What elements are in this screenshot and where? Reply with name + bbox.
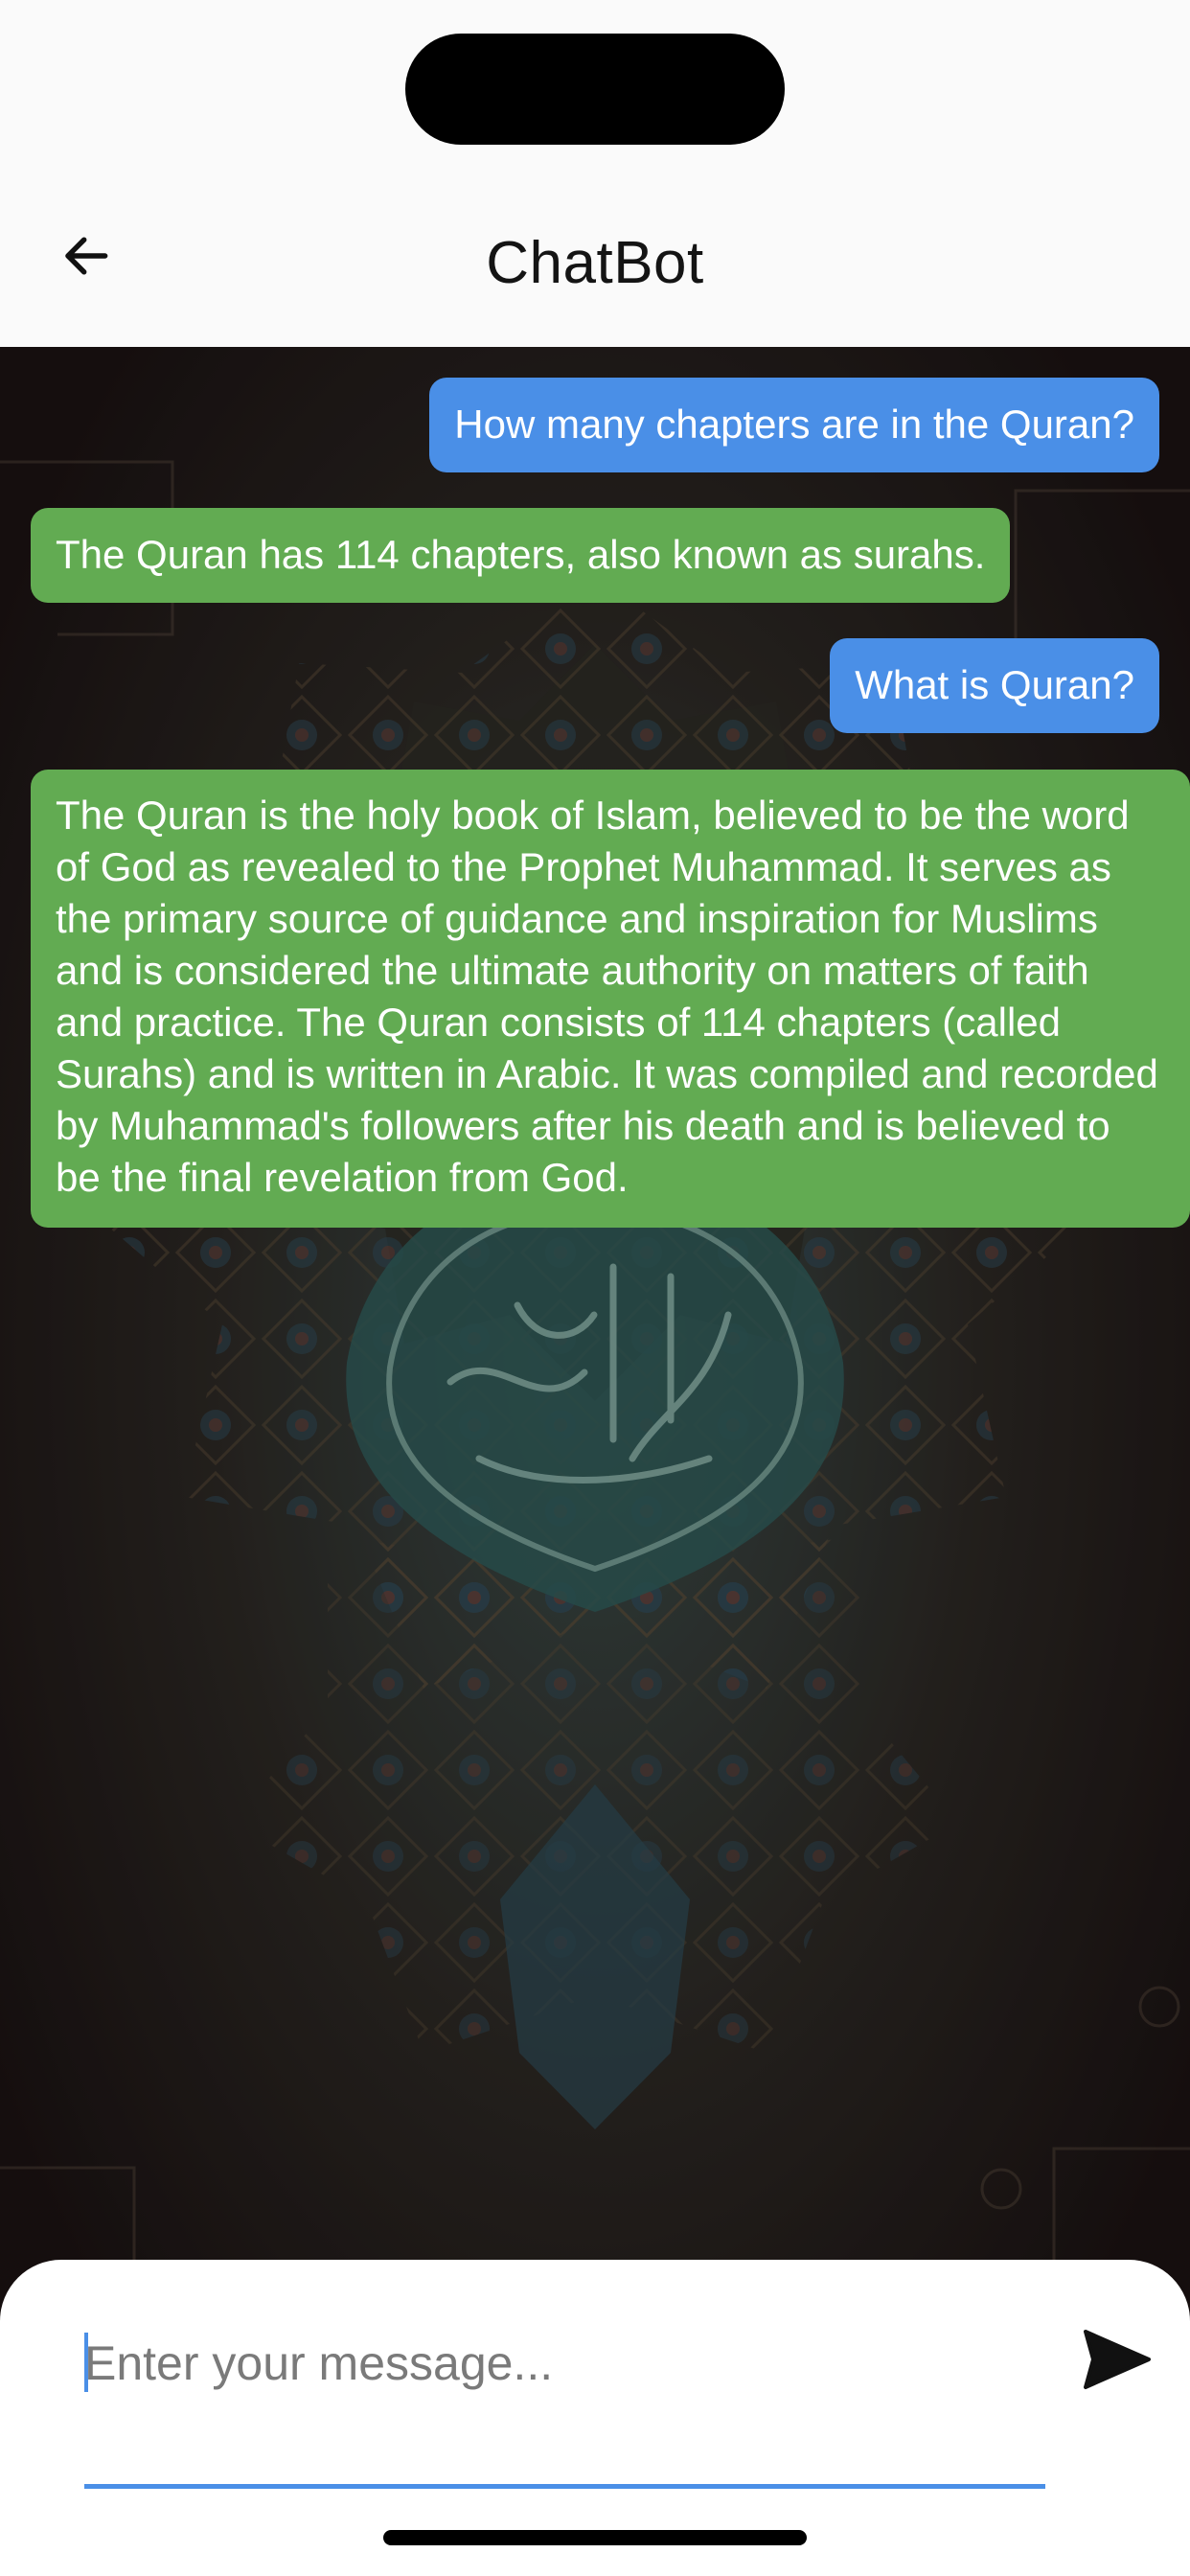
message-input[interactable]	[84, 2310, 1045, 2417]
user-message: What is Quran?	[830, 638, 1159, 733]
home-indicator[interactable]	[383, 2530, 807, 2545]
message-input-wrapper	[84, 2310, 1045, 2434]
app-bar	[0, 0, 1190, 347]
dynamic-island	[405, 34, 785, 145]
text-caret	[84, 2333, 88, 2392]
user-message: How many chapters are in the Quran?	[429, 378, 1159, 472]
send-button[interactable]	[1079, 2321, 1156, 2398]
page-title: ChatBot	[486, 230, 704, 296]
bot-message: The Quran has 114 chapters, also known as surahs.	[31, 508, 1010, 603]
message-composer	[0, 2260, 1190, 2576]
bot-message: The Quran is the holy book of Islam, believed to be the word of God as revealed to the Prophet Muhammad. It serves as the primary source of guidance and inspiration for Muslims and is considered the ultimate authority on matters of faith and practice. The Quran consists of 114 chapters (called Surahs) and is written in Arabic. It was compiled and recorded by Muhammad's followers after his death and is believed to be the final revelation from God.	[31, 770, 1190, 1228]
input-underline	[84, 2484, 1045, 2489]
send-icon	[1083, 2329, 1152, 2390]
